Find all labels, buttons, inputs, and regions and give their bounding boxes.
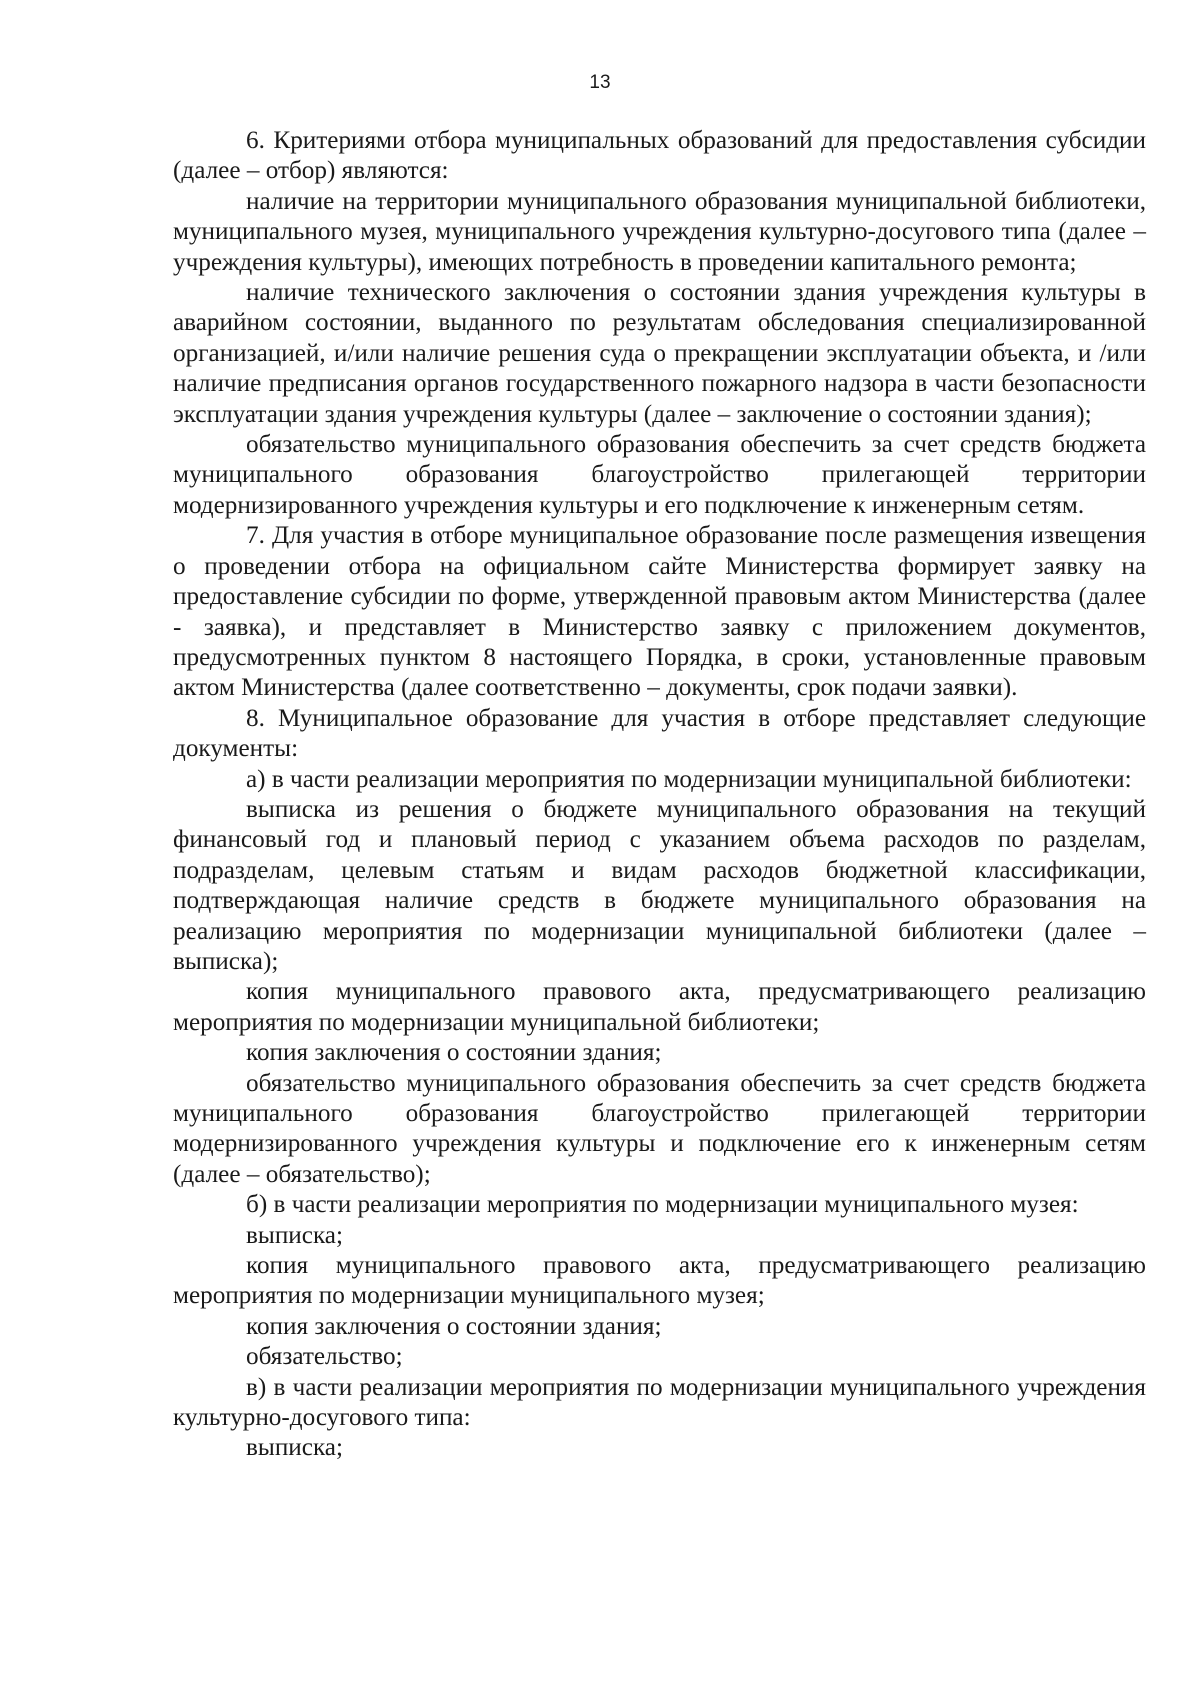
paragraph-museum-conclusion-copy: копия заключения о состоянии здания; bbox=[246, 1312, 662, 1340]
paragraph-criterion-technical-conclusion: наличие технического заключения о состоянии здания учреждения культуры в аварийном состоянии, выданного по результатам обследования специализированной организацией, и/или наличие решения суда о прекращении эксплуатации объекта, и /или наличие предписания органов государственного пожарного надзора в части безопасности эксплуатации здания учреждения культуры (далее – заключение о состоянии здания); bbox=[173, 279, 1146, 428]
page-number: 13 bbox=[589, 72, 611, 93]
paragraph-museum-legal-act: копия муниципального правового акта, предусматривающего реализацию мероприятия по модернизации муниципального музея; bbox=[173, 1252, 1146, 1310]
paragraph-library-legal-act: копия муниципального правового акта, предусматривающего реализацию мероприятия по модернизации муниципальной библиотеки; bbox=[173, 978, 1146, 1036]
document-body bbox=[173, 126, 1146, 1464]
paragraph-library-obligation: обязательство муниципального образования обеспечить за счет средств бюджета муниципального образования благоустройство прилегающей территории модернизированного учреждения культуры и подключение его к инженерным сетям (далее – обязательство); bbox=[173, 1069, 1146, 1188]
paragraph-library-heading: а) в части реализации мероприятия по модернизации муниципальной библиотеки: bbox=[246, 765, 1132, 793]
paragraph-library-extract: выписка из решения о бюджете муниципального образования на текущий финансовый год и плановый период с указанием объема расходов по разделам, подразделам, целевым статьям и видам расходов бюджетной классификации, подтверждающая наличие средств в бюджете муниципального образования на реализацию мероприятия по модернизации муниципальной библиотеки (далее – выписка); bbox=[173, 795, 1146, 975]
paragraph-museum-obligation: обязательство; bbox=[246, 1343, 403, 1371]
paragraph-documents: 8. Муниципальное образование для участия в отборе представляет следующие документы: bbox=[173, 704, 1146, 763]
paragraph-cultural-center-heading: в) в части реализации мероприятия по модернизации муниципального учреждения культурно-досугового типа: bbox=[173, 1373, 1146, 1432]
paragraph-criteria: 6. Критериями отбора муниципальных образований для предоставления субсидии (далее – отбор) являются: bbox=[173, 127, 1146, 185]
paragraph-application: 7. Для участия в отборе муниципальное образование после размещения извещения о проведении отбора на официальном сайте Министерства формирует заявку на предоставление субсидии по форме, утвержденной правовым актом Министерства (далее - заявка), и представляет в Министерство заявку с приложением документов, предусмотренных пунктом 8 настоящего Порядка, в сроки, установленные правовым актом Министерства (далее соответственно – документы, срок подачи заявки). bbox=[173, 522, 1146, 702]
paragraph-criterion-institution: наличие на территории муниципального образования муниципальной библиотеки, муниципального музея, муниципального учреждения культурно-досугового типа (далее – учреждения культуры), имеющих потребность в проведении капитального ремонта; bbox=[173, 187, 1146, 276]
paragraph-cultural-center-extract: выписка; bbox=[246, 1434, 343, 1462]
paragraph-library-conclusion-copy: копия заключения о состоянии здания; bbox=[246, 1039, 662, 1067]
paragraph-museum-heading: б) в части реализации мероприятия по модернизации муниципального музея: bbox=[246, 1191, 1079, 1219]
paragraph-museum-extract: выписка; bbox=[246, 1221, 343, 1249]
paragraph-criterion-obligation: обязательство муниципального образования обеспечить за счет средств бюджета муниципального образования благоустройство прилегающей территории модернизированного учреждения культуры и его подключение к инженерным сетям. bbox=[173, 431, 1146, 519]
